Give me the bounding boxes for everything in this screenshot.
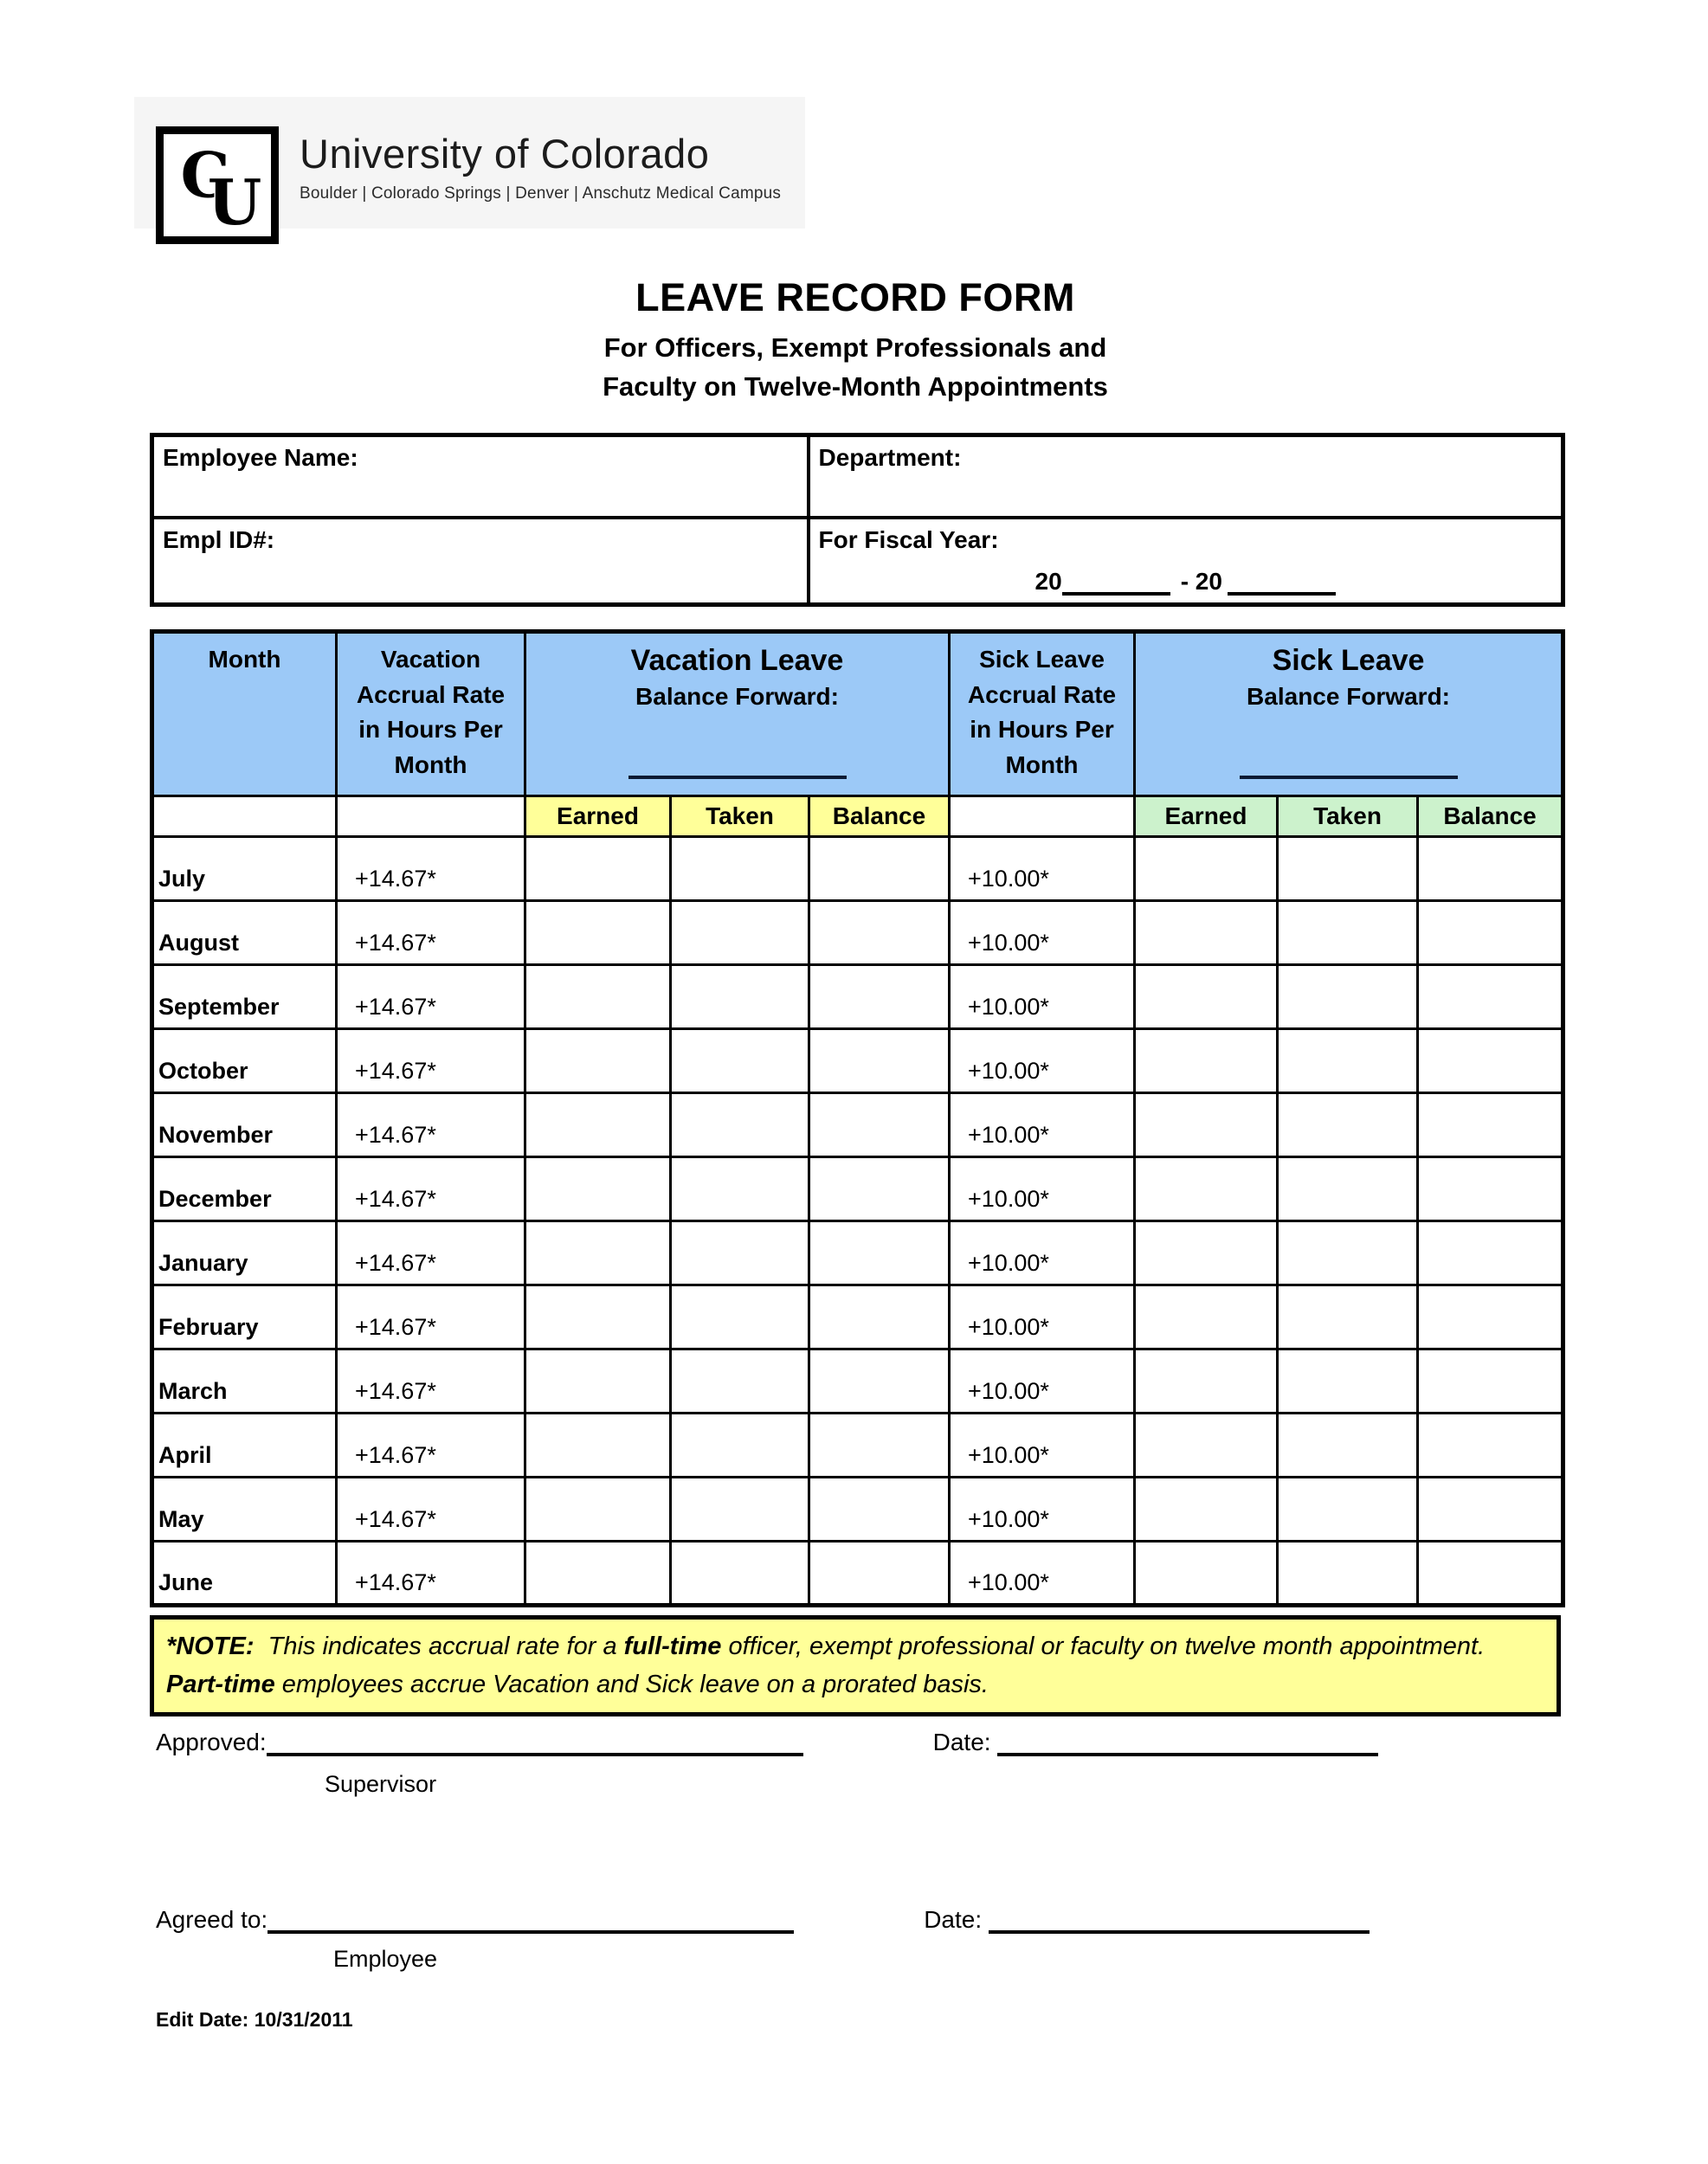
table-row	[152, 1157, 1563, 1221]
vacation-balance-cell[interactable]	[809, 1285, 950, 1349]
vacation-leave-title: Vacation Leave	[630, 644, 844, 677]
employee-name-label: Employee Name:	[163, 444, 358, 471]
table-row	[152, 1542, 1563, 1606]
vacation-balance-forward-label: Balance Forward:	[635, 682, 839, 710]
department-label: Department:	[818, 444, 962, 471]
note-text: officer, exempt professional or faculty on twelve month appointment.	[721, 1633, 1499, 1660]
fiscal-year-dash: - 20	[1180, 567, 1222, 595]
sick-earned-cell[interactable]	[1135, 1285, 1278, 1349]
note-text: employees accrue Vacation and Sick leave on a prorated basis.	[274, 1670, 989, 1698]
sick-earned-cell[interactable]	[1135, 1349, 1278, 1414]
agreed-date-label: Date:	[924, 1906, 983, 1933]
sick-accrual-rate-cell: +10.00*	[950, 1093, 1135, 1157]
table-row	[152, 837, 1563, 901]
vacation-earned-cell[interactable]	[525, 1029, 671, 1093]
vacation-earned-cell[interactable]	[525, 1414, 671, 1478]
approved-label: Approved:	[156, 1729, 267, 1755]
vacation-balance-cell[interactable]	[809, 1157, 950, 1221]
form-title: LEAVE RECORD FORM	[635, 275, 1075, 319]
vacation-taken-cell[interactable]	[671, 1349, 809, 1414]
sick-accrual-rate-cell: +10.00*	[950, 1221, 1135, 1285]
fiscal-year-field[interactable]	[809, 518, 1563, 605]
month-cell: February	[152, 1285, 337, 1349]
vacation-balance-cell[interactable]	[809, 1478, 950, 1542]
vacation-balance-cell[interactable]	[809, 837, 950, 901]
sick-accrual-rate-cell: +10.00*	[950, 1542, 1135, 1606]
supervisor-role-label: Supervisor	[325, 1771, 437, 1797]
sick-taken-cell[interactable]	[1278, 1221, 1418, 1285]
sick-taken-cell[interactable]	[1278, 837, 1418, 901]
sick-earned-cell[interactable]	[1135, 1478, 1278, 1542]
sick-earned-cell[interactable]	[1135, 1221, 1278, 1285]
vacation-balance-forward-blank[interactable]	[628, 776, 847, 779]
month-cell: September	[152, 965, 337, 1029]
cu-monogram-icon	[166, 137, 268, 234]
table-row	[152, 1221, 1563, 1285]
sick-accrual-rate-cell: +10.00*	[950, 1414, 1135, 1478]
sick-accrual-rate-cell: +10.00*	[950, 837, 1135, 901]
fiscal-year-label: For Fiscal Year:	[818, 525, 999, 553]
table-row	[152, 1285, 1563, 1349]
vacation-taken-cell[interactable]	[671, 1093, 809, 1157]
vacation-earned-cell[interactable]	[525, 837, 671, 901]
subheader-empty-month	[152, 796, 337, 837]
vacation-earned-cell[interactable]	[525, 1093, 671, 1157]
vacation-balance-cell[interactable]	[809, 1349, 950, 1414]
svg-text:C: C	[180, 138, 230, 212]
table-row	[152, 1029, 1563, 1093]
fiscal-year-blank-2[interactable]	[1228, 571, 1336, 596]
vacation-accrual-rate-cell: +14.67*	[337, 1157, 525, 1221]
agreed-signature-line[interactable]	[267, 1908, 794, 1934]
sick-accrual-rate-cell: +10.00*	[950, 1349, 1135, 1414]
month-cell: June	[152, 1542, 337, 1606]
sick-balance-cell[interactable]	[1418, 1157, 1563, 1221]
sick-taken-cell[interactable]	[1278, 965, 1418, 1029]
fiscal-year-blank-1[interactable]	[1062, 571, 1170, 596]
month-cell: April	[152, 1414, 337, 1478]
vacation-earned-cell[interactable]	[525, 1478, 671, 1542]
employee-name-field[interactable]	[152, 435, 809, 518]
vacation-taken-cell[interactable]	[671, 1221, 809, 1285]
campus-list: Boulder | Colorado Springs | Denver | Anschutz Medical Campus	[300, 184, 782, 203]
sick-taken-cell[interactable]	[1278, 901, 1418, 965]
vacation-taken-cell[interactable]	[671, 965, 809, 1029]
approved-date-label: Date:	[932, 1729, 991, 1755]
sick-balance-cell[interactable]	[1418, 1029, 1563, 1093]
sick-balance-forward-blank[interactable]	[1240, 776, 1458, 779]
vacation-earned-cell[interactable]	[525, 965, 671, 1029]
sick-balance-cell[interactable]	[1418, 1349, 1563, 1414]
month-cell: January	[152, 1221, 337, 1285]
vacation-accrual-rate-cell: +14.67*	[337, 1542, 525, 1606]
department-field[interactable]	[809, 435, 1563, 518]
vacation-accrual-rate-cell: +14.67*	[337, 1478, 525, 1542]
fiscal-year-prefix-1: 20	[1034, 567, 1062, 595]
fiscal-year-line	[819, 568, 1553, 596]
table-row	[152, 901, 1563, 965]
note-emphasis-text: full-time	[623, 1633, 722, 1660]
approved-signature-line[interactable]	[267, 1730, 803, 1756]
sick-accrual-rate-cell: +10.00*	[950, 1478, 1135, 1542]
table-row	[152, 965, 1563, 1029]
approved-signature-row	[156, 1729, 1584, 1756]
month-cell: May	[152, 1478, 337, 1542]
vacation-accrual-rate-cell: +14.67*	[337, 901, 525, 965]
university-name: University of Colorado	[300, 131, 710, 177]
vacation-balance-cell[interactable]	[809, 1542, 950, 1606]
vacation-earned-cell[interactable]	[525, 1349, 671, 1414]
subheader-vacation-balance: Balance	[809, 796, 950, 837]
vacation-earned-cell[interactable]	[525, 1221, 671, 1285]
vacation-taken-cell[interactable]	[671, 1029, 809, 1093]
vacation-taken-cell[interactable]	[671, 1542, 809, 1606]
edit-date: Edit Date: 10/31/2011	[156, 2008, 353, 2031]
leave-record-table	[150, 629, 1565, 1607]
employee-info-table	[150, 433, 1565, 607]
agreed-label: Agreed to:	[156, 1906, 268, 1933]
column-header-sick-leave	[1135, 632, 1563, 796]
university-wordmark	[300, 132, 781, 203]
sick-earned-cell[interactable]	[1135, 1029, 1278, 1093]
vacation-balance-cell[interactable]	[809, 965, 950, 1029]
table-row	[152, 1414, 1563, 1478]
month-cell: November	[152, 1093, 337, 1157]
sick-accrual-rate-cell: +10.00*	[950, 901, 1135, 965]
vacation-taken-cell[interactable]	[671, 1478, 809, 1542]
sick-balance-cell[interactable]	[1418, 1285, 1563, 1349]
vacation-accrual-rate-cell: +14.67*	[337, 965, 525, 1029]
vacation-accrual-rate-cell: +14.67*	[337, 1285, 525, 1349]
subheader-empty-vacation-accrual	[337, 796, 525, 837]
vacation-accrual-rate-cell: +14.67*	[337, 1414, 525, 1478]
sick-accrual-rate-cell: +10.00*	[950, 1157, 1135, 1221]
sick-balance-forward-label: Balance Forward:	[1247, 682, 1450, 710]
note-text: This indicates accrual rate for a	[254, 1633, 624, 1660]
subheader-empty-sick-accrual	[950, 796, 1135, 837]
sick-earned-cell[interactable]	[1135, 965, 1278, 1029]
vacation-taken-cell[interactable]	[671, 1157, 809, 1221]
vacation-balance-cell[interactable]	[809, 901, 950, 965]
vacation-accrual-rate-cell: +14.67*	[337, 1093, 525, 1157]
sick-taken-cell[interactable]	[1278, 1157, 1418, 1221]
subheader-sick-taken: Taken	[1278, 796, 1418, 837]
vacation-accrual-rate-cell: +14.67*	[337, 837, 525, 901]
note-emphasis-text: *NOTE:	[166, 1633, 255, 1660]
empl-id-label: Empl ID#:	[163, 525, 275, 553]
vacation-accrual-rate-cell: +14.67*	[337, 1029, 525, 1093]
vacation-accrual-rate-cell: +14.67*	[337, 1349, 525, 1414]
employee-role-label: Employee	[333, 1946, 438, 1972]
vacation-balance-cell[interactable]	[809, 1221, 950, 1285]
sick-balance-cell[interactable]	[1418, 901, 1563, 965]
sick-taken-cell[interactable]	[1278, 1542, 1418, 1606]
sick-accrual-rate-cell: +10.00*	[950, 965, 1135, 1029]
cu-logo	[156, 126, 279, 244]
subheader-sick-balance: Balance	[1418, 796, 1563, 837]
vacation-taken-cell[interactable]	[671, 1414, 809, 1478]
sick-balance-cell[interactable]	[1418, 837, 1563, 901]
vacation-taken-cell[interactable]	[671, 901, 809, 965]
sick-taken-cell[interactable]	[1278, 1029, 1418, 1093]
approved-date-line[interactable]	[997, 1730, 1378, 1756]
sick-earned-cell[interactable]	[1135, 1414, 1278, 1478]
vacation-balance-cell[interactable]	[809, 1414, 950, 1478]
vacation-balance-cell[interactable]	[809, 1093, 950, 1157]
vacation-earned-cell[interactable]	[525, 901, 671, 965]
sick-leave-title: Sick Leave	[1272, 644, 1425, 677]
table-row	[152, 1349, 1563, 1414]
subheader-vacation-taken: Taken	[671, 796, 809, 837]
column-header-month: Month	[152, 632, 337, 796]
empl-id-field[interactable]	[152, 518, 809, 605]
sick-balance-cell[interactable]	[1418, 1221, 1563, 1285]
form-subtitle-line2: Faculty on Twelve-Month Appointments	[603, 370, 1108, 402]
month-cell: December	[152, 1157, 337, 1221]
sick-earned-cell[interactable]	[1135, 901, 1278, 965]
sick-balance-cell[interactable]	[1418, 965, 1563, 1029]
table-row	[152, 1478, 1563, 1542]
column-header-vacation-accrual: Vacation Accrual Rate in Hours Per Month	[337, 632, 525, 796]
sick-balance-cell[interactable]	[1418, 1093, 1563, 1157]
agreed-signature-row	[156, 1906, 1584, 1934]
sick-earned-cell[interactable]	[1135, 1093, 1278, 1157]
note-emphasis-text: Part-time	[166, 1670, 275, 1698]
sick-taken-cell[interactable]	[1278, 1285, 1418, 1349]
month-cell: July	[152, 837, 337, 901]
note-box	[150, 1615, 1561, 1716]
agreed-date-line[interactable]	[989, 1908, 1370, 1934]
vacation-earned-cell[interactable]	[525, 1542, 671, 1606]
title-block	[150, 275, 1561, 405]
sick-earned-cell[interactable]	[1135, 837, 1278, 901]
vacation-accrual-rate-cell: +14.67*	[337, 1221, 525, 1285]
sick-balance-cell[interactable]	[1418, 1478, 1563, 1542]
sick-taken-cell[interactable]	[1278, 1414, 1418, 1478]
month-cell: August	[152, 901, 337, 965]
month-cell: March	[152, 1349, 337, 1414]
vacation-taken-cell[interactable]	[671, 1285, 809, 1349]
subheader-sick-earned: Earned	[1135, 796, 1278, 837]
sick-taken-cell[interactable]	[1278, 1349, 1418, 1414]
form-subtitle-line1: For Officers, Exempt Professionals and	[603, 332, 1107, 363]
column-header-sick-accrual: Sick Leave Accrual Rate in Hours Per Month	[950, 632, 1135, 796]
month-cell: October	[152, 1029, 337, 1093]
sick-taken-cell[interactable]	[1278, 1093, 1418, 1157]
vacation-earned-cell[interactable]	[525, 1157, 671, 1221]
svg-text:U: U	[207, 165, 262, 234]
vacation-earned-cell[interactable]	[525, 1285, 671, 1349]
sick-earned-cell[interactable]	[1135, 1157, 1278, 1221]
table-row	[152, 1093, 1563, 1157]
sick-accrual-rate-cell: +10.00*	[950, 1285, 1135, 1349]
sick-taken-cell[interactable]	[1278, 1478, 1418, 1542]
sick-earned-cell[interactable]	[1135, 1542, 1278, 1606]
vacation-taken-cell[interactable]	[671, 837, 809, 901]
sick-balance-cell[interactable]	[1418, 1542, 1563, 1606]
sick-balance-cell[interactable]	[1418, 1414, 1563, 1478]
subheader-vacation-earned: Earned	[525, 796, 671, 837]
column-header-vacation-leave	[525, 632, 950, 796]
sick-accrual-rate-cell: +10.00*	[950, 1029, 1135, 1093]
vacation-balance-cell[interactable]	[809, 1029, 950, 1093]
